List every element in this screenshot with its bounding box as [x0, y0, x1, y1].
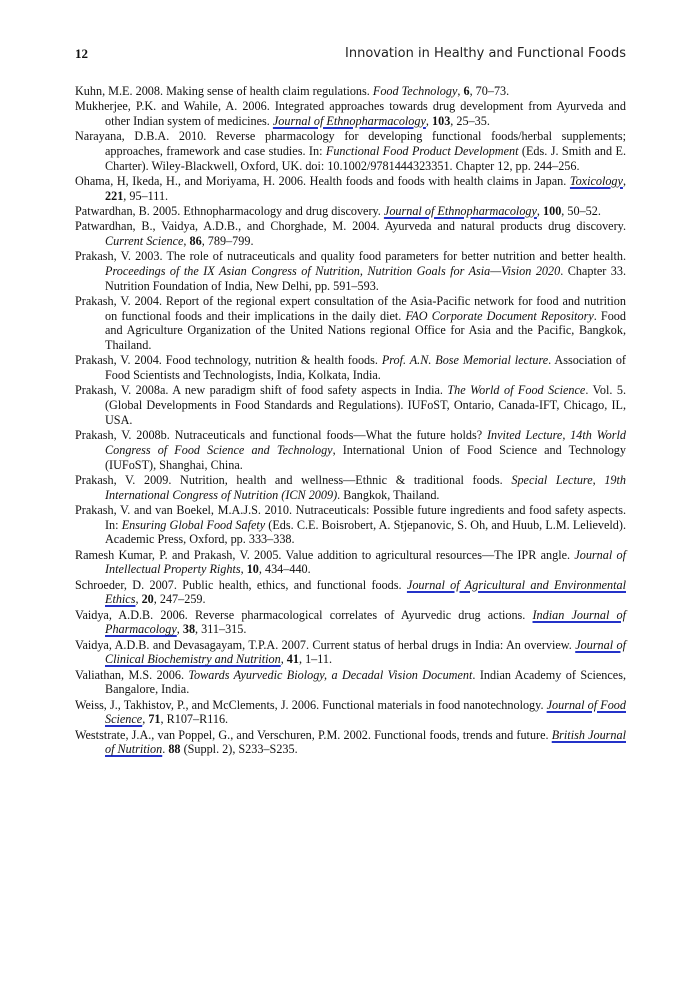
reference-text: Weststrate, J.A., van Poppel, G., and Verschuren, P.M. 2002. Functional foods, trends and future.	[75, 727, 552, 742]
journal-link[interactable]: Journal of Clinical Biochemistry and Nutrition	[105, 637, 626, 667]
volume-number: 86	[189, 234, 202, 248]
page-number: 12	[75, 46, 88, 61]
journal-link[interactable]: Toxicology	[569, 174, 623, 188]
reference-entry	[75, 608, 626, 637]
publication-title: FAO Corporate Document Repository	[405, 308, 594, 323]
reference-text: (Suppl. 2), S233–S235.	[180, 742, 298, 757]
volume-number: 88	[168, 742, 181, 757]
reference-text: Prakash, V. 2009. Nutrition, health and wellness—Ethnic & traditional foods.	[75, 472, 512, 487]
reference-entry	[75, 698, 626, 727]
reference-text: , International Union of Food Science and Technology (IUFoST), Shanghai, China.	[105, 442, 626, 472]
reference-entry	[75, 578, 626, 607]
volume-number: 100	[543, 204, 562, 218]
reference-entry	[75, 84, 626, 99]
reference-text: , 95–111.	[123, 188, 169, 203]
journal-link[interactable]: Journal of Ethnopharmacology	[383, 204, 537, 218]
journal-link[interactable]: Journal of Ethnopharmacology	[272, 114, 426, 128]
reference-entry	[75, 129, 626, 173]
reference-text: . Bangkok, Thailand.	[337, 487, 440, 502]
reference-entry	[75, 638, 626, 667]
reference-entry	[75, 174, 626, 203]
reference-entry	[75, 204, 626, 219]
reference-text: Prakash, V. 2004. Food technology, nutrition & health foods.	[75, 353, 382, 368]
publication-title: Proceedings of the IX Asian Congress of Nutrition, Nutrition Goals for Asia—Vision 2020	[105, 264, 561, 278]
reference-text: , 311–315.	[195, 622, 247, 637]
reference-text: Ramesh Kumar, P. and Prakash, V. 2005. Value addition to agricultural resources—The IPR angle.	[75, 547, 575, 562]
reference-entry	[75, 249, 626, 293]
publication-title: Functional Food Product Development	[325, 144, 519, 158]
reference-list	[75, 84, 626, 758]
reference-text: Prakash, V. 2008b. Nutraceuticals and functional foods—What the future holds?	[75, 428, 487, 443]
reference-text: Mukherjee, P.K. and Wahile, A. 2006. Integrated approaches towards drug development from Ayurveda and other Indian system of medicines.	[75, 99, 626, 128]
reference-text: , 1–11.	[298, 652, 333, 667]
reference-text: ,	[240, 562, 247, 577]
reference-text: .	[162, 742, 169, 757]
reference-text: , 434–440.	[258, 562, 311, 577]
reference-text: . Food and Agriculture Organization of the United Nations regional Office for Asia and the Pacific, Bangkok, Thailand.	[105, 308, 626, 353]
reference-text: Narayana, D.B.A. 2010. Reverse pharmacology for developing functional foods/herbal supplements; approaches, framework and case studies. In:	[75, 129, 626, 158]
reference-entry	[75, 383, 626, 427]
reference-text: Vaidya, A.D.B. 2006. Reverse pharmacological correlates of Ayurvedic drug actions.	[75, 607, 533, 622]
page-header	[75, 46, 626, 66]
reference-entry	[75, 353, 626, 382]
publication-title: Invited Lecture, 14th World Congress of Food Science and Technology	[105, 428, 626, 457]
volume-number: 71	[148, 712, 161, 727]
reference-entry	[75, 219, 626, 248]
reference-text: , R107–R116.	[160, 712, 229, 727]
reference-text: ,	[135, 592, 142, 607]
reference-entry	[75, 728, 626, 757]
reference-text: ,	[425, 114, 432, 128]
reference-text: Prakash, V. 2004. Report of the regional expert consultation of the Asia-Pacific network for food and nutrition on functional foods and their implications in the daily diet.	[75, 294, 626, 323]
reference-text: ,	[176, 622, 183, 637]
reference-text: Valiathan, M.S. 2006.	[75, 667, 189, 682]
reference-text: (Eds. J. Smith and E. Charter). Wiley-Blackwell, Oxford, UK. doi: 10.1002/9781444323351. Chapter 12, pp. 244–256.	[105, 144, 626, 173]
reference-text: ,	[622, 174, 626, 188]
volume-number: 221	[105, 188, 124, 203]
running-head: Innovation in Healthy and Functional Foods	[345, 46, 626, 61]
reference-text: . Indian Academy of Sciences, Bangalore, India.	[105, 667, 627, 697]
reference-text: ,	[280, 652, 287, 667]
reference-text: Patwardhan, B., Vaidya, A.D.B., and Chorghade, M. 2004. Ayurveda and natural products drug discovery.	[75, 219, 626, 234]
reference-text: . Vol. 5. (Global Developments in Food Standards and Regulations). IUFoST, Ontario, Canada-IFT, Chicago, IL, USA.	[105, 383, 626, 427]
reference-text: Vaidya, A.D.B. and Devasagayam, T.P.A. 2007. Current status of herbal drugs in India: An overview.	[75, 637, 576, 652]
volume-number: 38	[182, 622, 196, 637]
journal-link[interactable]: Indian Journal of Pharmacology	[105, 607, 627, 637]
reference-text: ,	[536, 204, 544, 218]
publication-title: Towards Ayurvedic Biology, a Decadal Vision Document	[188, 667, 473, 682]
volume-number: 20	[141, 592, 154, 607]
reference-text: Ohama, H, Ikeda, H., and Moriyama, H. 2006. Health foods and foods with health claims in Japan.	[75, 174, 570, 188]
reference-text: , 25–35.	[450, 114, 490, 128]
reference-text: Prakash, V. 2003. The role of nutraceuticals and quality food parameters for better nutrition and better health.	[75, 249, 626, 264]
reference-text: . Chapter 33. Nutrition Foundation of India, New Delhi, pp. 591–593.	[105, 264, 626, 293]
reference-entry	[75, 294, 626, 353]
reference-entry	[75, 99, 626, 128]
reference-entry	[75, 473, 626, 502]
publication-title: Special Lecture, 19th International Congress of Nutrition (ICN 2009)	[105, 472, 626, 502]
reference-text: , 70–73.	[469, 84, 510, 98]
reference-text: Prakash, V. 2008a. A new paradigm shift of food safety aspects in India.	[75, 383, 448, 398]
publication-title: Ensuring Global Food Safety	[121, 517, 266, 532]
reference-text: , 50–52.	[561, 204, 601, 218]
publication-title: Prof. A.N. Bose Memorial lecture	[381, 353, 549, 368]
reference-text: Weiss, J., Takhistov, P., and McClements, J. 2006. Functional materials in food nanotechnology.	[75, 697, 547, 712]
journal-link[interactable]: Journal of Food Science	[105, 697, 626, 727]
journal-link[interactable]: British Journal of Nutrition	[105, 727, 626, 757]
publication-title: Journal of Intellectual Property Rights	[105, 547, 626, 577]
volume-number: 41	[286, 652, 299, 667]
reference-text: ,	[183, 234, 190, 248]
reference-text: , 247–259.	[153, 592, 206, 607]
reference-text: (Eds. C.E. Boisrobert, A. Stjepanovic, S. Oh, and Huub, L.M. Lelieveld). Academic Press, Oxford, pp. 333–338.	[105, 517, 626, 547]
publication-title: Current Science	[105, 234, 184, 248]
reference-text: , 789–799.	[201, 234, 254, 248]
reference-entry	[75, 668, 626, 697]
reference-text: Kuhn, M.E. 2008. Making sense of health claim regulations.	[75, 84, 373, 98]
reference-text: . Association of Food Scientists and Technologists, India, Kolkata, India.	[105, 353, 626, 383]
volume-number: 10	[246, 562, 259, 577]
publication-title: The World of Food Science	[447, 383, 586, 398]
journal-link[interactable]: Journal of Agricultural and Environmental Ethics	[105, 577, 626, 607]
reference-entry	[75, 548, 626, 577]
reference-text: ,	[457, 84, 464, 98]
reference-text: Prakash, V. and van Boekel, M.A.J.S. 2010. Nutraceuticals: Possible future ingredients and food safety aspects. In:	[75, 502, 626, 532]
volume-number: 6	[463, 84, 470, 98]
volume-number: 103	[432, 114, 451, 128]
reference-text: ,	[142, 712, 149, 727]
publication-title: Food Technology	[372, 84, 458, 98]
reference-text: Schroeder, D. 2007. Public health, ethics, and functional foods.	[75, 577, 407, 592]
reference-text: Patwardhan, B. 2005. Ethnopharmacology and drug discovery.	[75, 204, 384, 218]
reference-entry	[75, 428, 626, 472]
reference-entry	[75, 503, 626, 547]
